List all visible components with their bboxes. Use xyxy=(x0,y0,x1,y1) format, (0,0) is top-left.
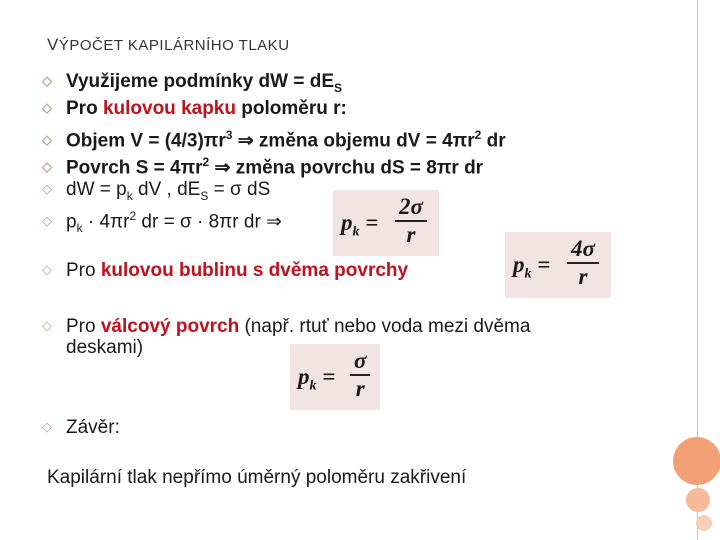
bullet-icon: ◇ xyxy=(42,100,52,115)
formula-cylinder: $p_k$ = $\frac{\sigma}{r}$ xyxy=(290,344,380,410)
bullet-work: ◇ dW = $p_k$ dV , $dE_S = \sigma$ dS xyxy=(42,179,271,203)
formula-bubble: $p_k$ = $\frac{4\sigma}{r}$ xyxy=(505,232,611,298)
slide-title: VÝPOČET KAPILÁRNÍHO TLAKU xyxy=(47,35,290,54)
bullet-icon: ◇ xyxy=(42,181,52,196)
formula-drop: $p_k$ = $\frac{2\sigma}{r}$ xyxy=(333,190,439,256)
bullet-bubble: ◇ Pro kulovou bublinu s dvěma povrchy xyxy=(42,260,409,281)
bullet-icon: ◇ xyxy=(42,159,52,175)
bullet-icon: ◇ xyxy=(42,318,52,333)
bullet-conclusion: ◇ Závěr: xyxy=(42,417,120,438)
bullet-cylinder-continuation: deskami) xyxy=(66,337,144,358)
conclusion-text: Kapilární tlak nepřímo úměrný poloměru zakřivení xyxy=(47,467,467,488)
bullet-conditions: ◇ Využijeme podmínky dW = $dE_S$ xyxy=(42,71,343,95)
bullet-drop-radius: ◇ Pro kulovou kapku poloměru r: xyxy=(42,98,347,119)
bullet-icon: ◇ xyxy=(42,73,52,88)
bullet-icon: ◇ xyxy=(42,419,52,434)
bullet-surface: ◇ Povrch $S = 4\pi r^2$ ⇒ změna povrchu dS = 8πr dr xyxy=(42,155,484,179)
bullet-icon: ◇ xyxy=(42,262,52,277)
decorative-circle-medium xyxy=(686,488,710,512)
bullet-cylinder: ◇ Pro válcový povrch (např. rtuť nebo voda mezi dvěma xyxy=(42,316,531,337)
bullet-equality: ◇ $p_k \cdot 4\pi r^2$ dr = σ · 8πr dr ⇒ xyxy=(42,209,282,236)
bullet-icon: ◇ xyxy=(42,132,52,148)
decorative-circle-large xyxy=(673,437,720,485)
bullet-icon: ◇ xyxy=(42,213,52,229)
decorative-circle-small xyxy=(696,515,712,531)
bullet-volume: ◇ Objem $V = (4/3)\pi r^3$ ⇒ změna objemu dV = $4\pi r^2$ dr xyxy=(42,128,506,152)
